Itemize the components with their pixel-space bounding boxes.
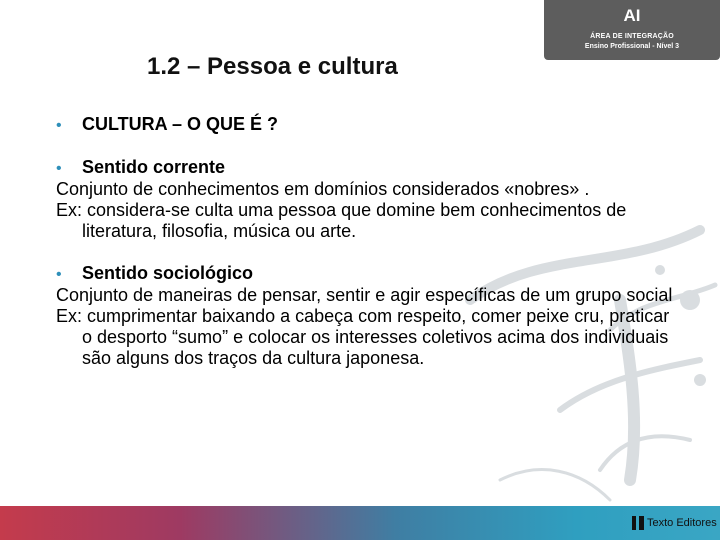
badge-subject: ÁREA DE INTEGRAÇÃO: [590, 33, 674, 40]
book-icon: [632, 516, 644, 530]
bullet-icon: •: [56, 160, 62, 177]
slide-body: [56, 114, 676, 369]
bullet-item: [56, 157, 676, 179]
bullet-heading-culture: CULTURA – O QUE É ?: [82, 114, 279, 134]
bullet-icon: •: [56, 266, 62, 283]
bullet-item: [56, 114, 676, 136]
paragraph-example-sociological: Ex: cumprimentar baixando a cabeça com respeito, comer peixe cru, praticar o desporto “sumo” e colocar os interesses coletivos acima dos individuais são alguns dos traços da cultura japonesa.: [56, 306, 670, 368]
badge-abbreviation: AI: [623, 6, 641, 25]
paragraph-example-common: Ex: considera-se culta uma pessoa que domine bem conhecimentos de literatura, filosofia, música ou arte.: [56, 200, 627, 241]
course-badge: [544, 0, 720, 60]
bullet-heading-common-sense: Sentido corrente: [82, 157, 226, 177]
footer-band: [0, 506, 720, 540]
paragraph-definition-common: Conjunto de conhecimentos em domínios considerados «nobres» .: [56, 179, 590, 199]
bullet-icon: •: [56, 117, 62, 134]
badge-level: Ensino Profissional - Nível 3: [584, 43, 680, 50]
publisher-name: Texto Editores: [647, 517, 717, 529]
bullet-heading-sociological: Sentido sociológico: [82, 263, 254, 283]
bullet-item: [56, 263, 676, 285]
publisher-logo: [632, 516, 717, 530]
slide-title: 1.2 – Pessoa e cultura: [147, 53, 398, 80]
paragraph-definition-sociological: Conjunto de maneiras de pensar, sentir e agir específicas de um grupo social: [56, 285, 673, 305]
